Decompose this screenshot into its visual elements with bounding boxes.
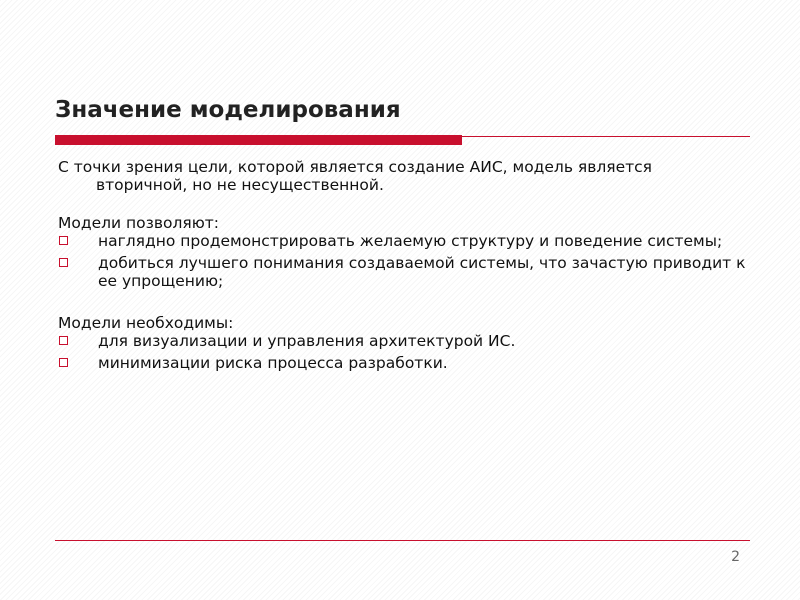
bullet-item [58, 354, 748, 372]
page-number: 2 [731, 549, 740, 565]
spacer [58, 294, 748, 314]
hollow-square-icon [59, 336, 68, 345]
hollow-square-icon [59, 258, 68, 267]
bullet-item [58, 232, 748, 250]
intro-paragraph: С точки зрения цели, которой является создание АИС, модель является вторичной, но не несущественной. [58, 158, 652, 194]
title-underline-bar [55, 135, 462, 145]
bullet-text: добиться лучшего понимания создаваемой системы, что зачастую приводит к ее упрощению; [98, 254, 746, 290]
hollow-square-icon [59, 358, 68, 367]
bullet-text: для визуализации и управления архитектурой ИС. [98, 332, 516, 350]
section-heading-necessary: Модели необходимы: [58, 314, 234, 332]
bullet-item [58, 332, 748, 350]
section-heading-allow: Модели позволяют: [58, 214, 220, 232]
slide-title: Значение моделирования [55, 97, 401, 123]
slide-content [58, 158, 748, 376]
bullet-text: наглядно продемонстрировать желаемую структуру и поведение системы; [98, 232, 723, 250]
footer-rule [55, 540, 750, 541]
spacer [58, 194, 748, 214]
hollow-square-icon [59, 236, 68, 245]
bullet-item [58, 254, 748, 290]
title-underline-rule [462, 136, 750, 137]
bullet-text: минимизации риска процесса разработки. [98, 354, 448, 372]
